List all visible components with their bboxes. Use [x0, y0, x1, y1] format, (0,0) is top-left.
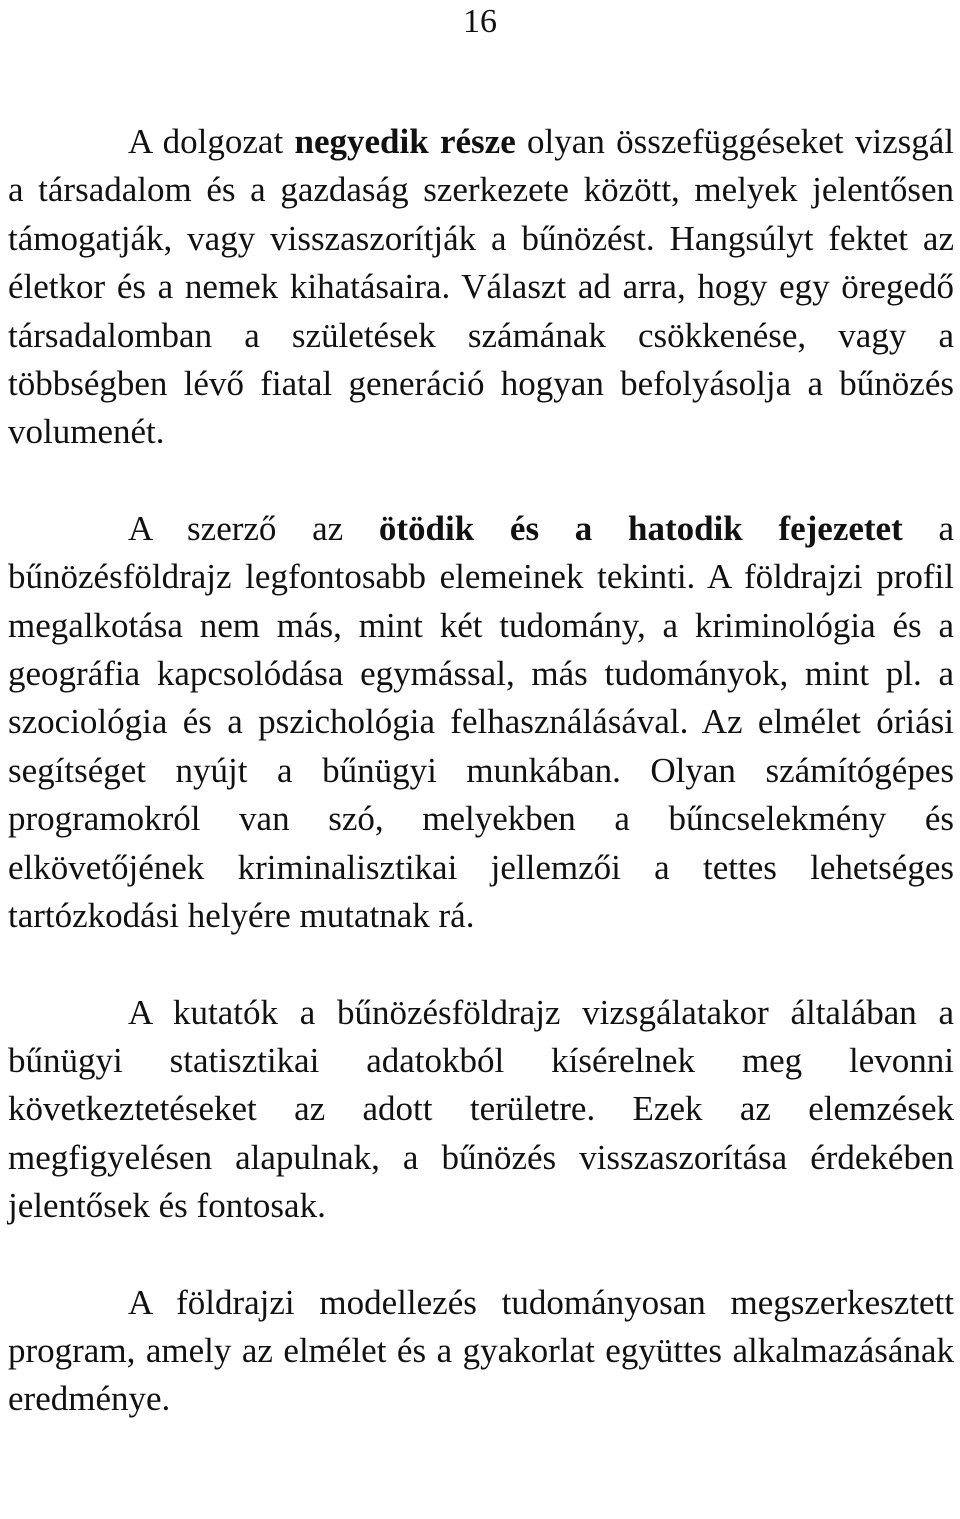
- bold-phrase: negyedik része: [294, 122, 516, 161]
- paragraph-geographic-modeling: A földrajzi modellezés tudományosan megszerkesztett program, amely az elmélet és a gyakorlat együttes alkalmazásának eredménye.: [8, 1282, 954, 1419]
- paragraph-researchers: A kutatók a bűnözésföldrajz vizsgálatakor általában a bűnügyi statisztikai adatokból kísérelnek meg levonni következtetéseket az adott területre. Ezek az elemzések megfigyelésen alapulnak, a bűnözés visszaszorítása érdekében jelentősek és fontosak.: [8, 992, 954, 1226]
- paragraph-text: a bűnözésföldrajz legfontosabb elemeinek tekinti. A földrajzi profil megalkotása nem más, mint két tudomány, a kriminológia és a geográfia kapcsolódása egymással, más tudományok, mint pl. a szociológia és a pszichológia felhasználásával. Az elmélet óriási segítséget nyújt a bűnügyi munkában. Olyan számítógépes programokról van szó, melyekben a bűncselekmény és elkövetőjének kriminalisztikai jellemzői a tettes lehetséges tartózkodási helyére mutatnak rá.: [8, 508, 954, 936]
- bold-phrase: ötödik és a hatodik fejezetet: [378, 508, 903, 548]
- paragraph-fifth-sixth-chapter: [8, 505, 954, 941]
- paragraph-text: A dolgozat: [128, 122, 295, 161]
- paragraph-text: olyan összefüggéseket vizsgál a társadalom és a gazdaság szerkezete között, melyek jelentősen támogatják, vagy visszaszorítják a bűnözést. Hangsúlyt fektet az életkor és a nemek kihatásaira. Választ ad arra, hogy egy öregedő társadalomban a születések számának csökkenése, vagy a többségben lévő fiatal generáció hogyan befolyásolja a bűnözés volumenét.: [8, 122, 954, 452]
- paragraph-text: A szerző az: [128, 508, 379, 548]
- paragraph-fourth-part: [8, 118, 954, 457]
- document-body: [8, 118, 954, 1424]
- page-number: 16: [463, 3, 497, 40]
